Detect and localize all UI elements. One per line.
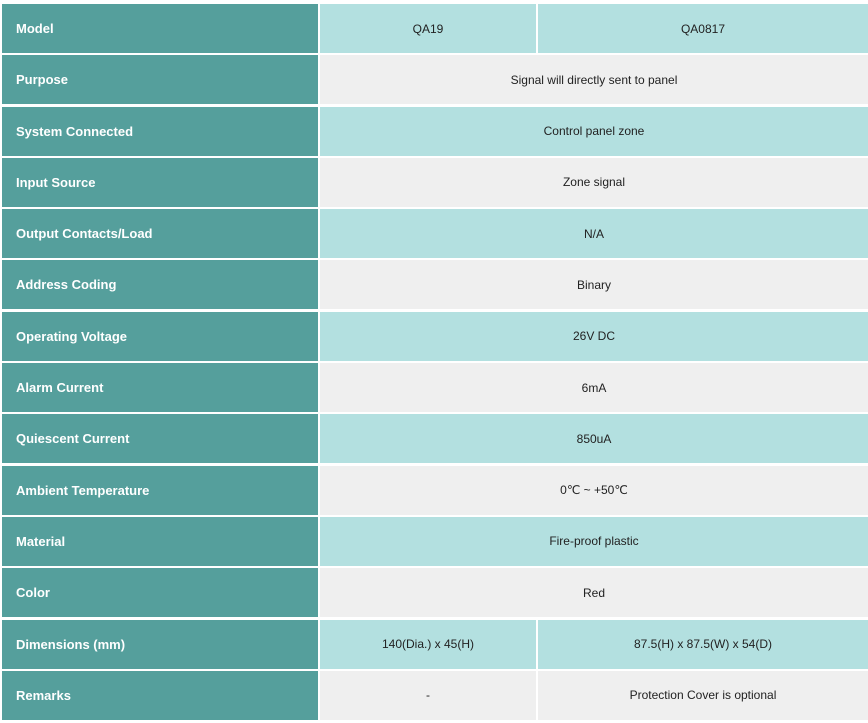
color-label: Color	[2, 568, 318, 617]
ambient-temperature-value: 0℃ ~ +50℃	[320, 466, 868, 515]
alarm-current-value: 6mA	[320, 363, 868, 412]
operating-voltage-label: Operating Voltage	[2, 312, 318, 361]
input-source-value: Zone signal	[320, 158, 868, 207]
model-qa0817: QA0817	[538, 4, 868, 53]
output-contacts-label: Output Contacts/Load	[2, 209, 318, 258]
purpose-label: Purpose	[2, 55, 318, 104]
dimensions-qa19: 140(Dia.) x 45(H)	[320, 620, 536, 669]
system-connected-label: System Connected	[2, 107, 318, 156]
system-connected-value: Control panel zone	[320, 107, 868, 156]
remarks-qa19: -	[320, 671, 536, 720]
input-source-label: Input Source	[2, 158, 318, 207]
material-value: Fire-proof plastic	[320, 517, 868, 566]
address-coding-label: Address Coding	[2, 260, 318, 309]
quiescent-current-label: Quiescent Current	[2, 414, 318, 463]
dimensions-qa0817: 87.5(H) x 87.5(W) x 54(D)	[538, 620, 868, 669]
dimensions-label: Dimensions (mm)	[2, 620, 318, 669]
remarks-qa0817: Protection Cover is optional	[538, 671, 868, 720]
spec-table	[2, 4, 866, 720]
quiescent-current-value: 850uA	[320, 414, 868, 463]
purpose-value: Signal will directly sent to panel	[320, 55, 868, 104]
material-label: Material	[2, 517, 318, 566]
ambient-temperature-label: Ambient Temperature	[2, 466, 318, 515]
alarm-current-label: Alarm Current	[2, 363, 318, 412]
remarks-label: Remarks	[2, 671, 318, 720]
color-value: Red	[320, 568, 868, 617]
operating-voltage-value: 26V DC	[320, 312, 868, 361]
model-label: Model	[2, 4, 318, 53]
output-contacts-value: N/A	[320, 209, 868, 258]
address-coding-value: Binary	[320, 260, 868, 309]
model-qa19: QA19	[320, 4, 536, 53]
